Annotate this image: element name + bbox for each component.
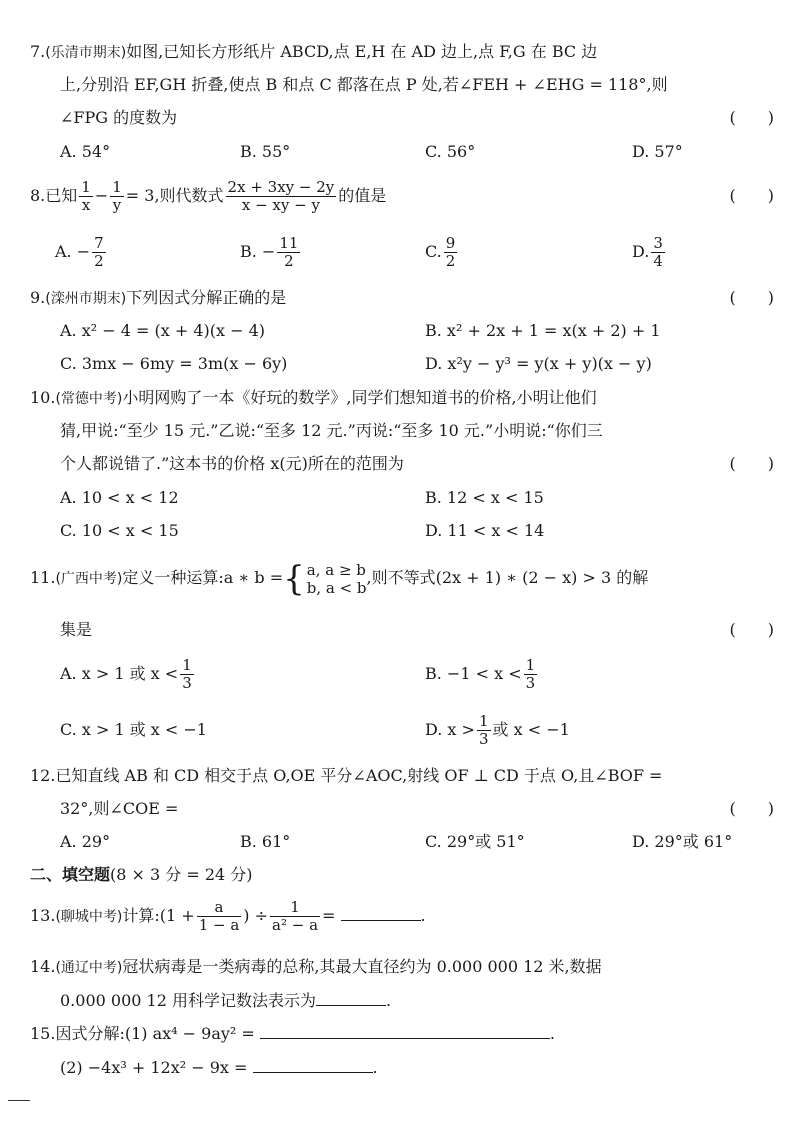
section-2-title: 二、填空题	[30, 865, 111, 884]
q9-option-b: B. x² + 2x + 1 = x(x + 2) + 1	[425, 321, 661, 340]
q10-option-c: C. 10 < x < 15	[60, 521, 179, 540]
q7-option-c: C. 56°	[425, 142, 476, 161]
q11-line1: 11.(广西中考)定义一种运算:a ∗ b ={ a, a ≥ b b, a < b ,则不等式(2x + 1) ∗ (2 − x) > 3 的解	[30, 558, 649, 599]
q15-part2-answer-blank[interactable]	[253, 1056, 373, 1073]
q12-line2: 32°,则∠COE =	[60, 799, 179, 818]
q8-fraction-3: $\frac{2x + 3xy - 2y}{x - xy - y}$	[227, 178, 335, 214]
q7-line1	[30, 42, 597, 63]
q9-line: 9.(滦州市期末)下列因式分解正确的是	[30, 288, 287, 307]
q7-option-d: D. 57°	[632, 142, 683, 161]
q8-option-a: A. − $\frac{7}{2}$	[55, 234, 104, 270]
q13-fraction-2: $\frac{1}{\text{a² − a}}$	[272, 898, 319, 934]
section-2-heading	[30, 865, 253, 885]
q12-option-b: B. 61°	[240, 832, 291, 851]
q11-cases: a, a ≥ b b, a < b	[306, 560, 367, 597]
q12-option-c: C. 29°或 51°	[425, 832, 525, 851]
q11-answer-paren: ( )	[729, 620, 774, 639]
q10-answer-paren: ( )	[729, 454, 774, 473]
q7-text-1: 如图,已知长方形纸片 ABCD,点 E,H 在 AD 边上,点 F,G 在 BC 边	[126, 42, 598, 61]
q13-line: 13.(聊城中考)计算:(1 + $\frac{a}{1 - a}$ ) ÷ $\frac{1}{\text{a² − a}}$ = .	[30, 898, 426, 934]
q10-option-b: B. 12 < x < 15	[425, 488, 544, 507]
q10-line1: 10.(常德中考)小明网购了一本《好玩的数学》,同学们想知道书的价格,小明让他们	[30, 388, 597, 407]
q8-line: 8.已知 $\frac{1}{x}$ − $\frac{1}{y}$ = 3,则代数式 $\frac{2x + 3xy - 2y}{x - xy - y}$ 的值是	[30, 178, 387, 214]
q11-option-a: A. x > 1 或 x < $\frac{1}{3}$	[60, 656, 192, 692]
q8-option-b: B. − $\frac{11}{2}$	[240, 234, 299, 270]
q7-option-a: A. 54°	[60, 142, 111, 161]
q9-option-a: A. x² − 4 = (x + 4)(x − 4)	[60, 321, 266, 340]
q15-line1: 15.因式分解:(1) ax⁴ − 9ay² = .	[30, 1024, 556, 1043]
q8-option-c: C. $\frac{9}{2}$	[425, 234, 456, 270]
q9-answer-paren: ( )	[729, 288, 774, 307]
left-brace-icon: {	[283, 558, 305, 599]
q14-source: (通辽中考)	[55, 960, 123, 976]
q7-line3: ∠FPG 的度数为	[60, 108, 178, 127]
q13-answer-blank[interactable]	[341, 904, 421, 921]
q8-fraction-2: $\frac{1}{y}$	[112, 178, 122, 214]
q11-option-d: D. x > $\frac{1}{3}$ 或 x < −1	[425, 712, 570, 748]
q8-fraction-1: $\frac{1}{x}$	[81, 178, 91, 214]
q11-option-c: C. x > 1 或 x < −1	[60, 720, 207, 739]
q7-source: (乐清市期末)	[45, 45, 127, 61]
q10-line3: 个人都说错了.”这本书的价格 x(元)所在的范围为	[60, 454, 404, 473]
section-2-score: (8 × 3 分 = 24 分)	[110, 865, 253, 884]
page-divider	[8, 1100, 30, 1101]
q12-number: 12.	[30, 766, 56, 785]
q15-number: 15.	[30, 1024, 56, 1043]
q13-number: 13.	[30, 906, 56, 925]
q7-number: 7.	[30, 42, 46, 61]
q12-option-d: D. 29°或 61°	[632, 832, 733, 851]
q14-answer-blank[interactable]	[316, 989, 386, 1006]
q14-line1: 14.(通辽中考)冠状病毒是一类病毒的总称,其最大直径约为 0.000 000 12 米,数据	[30, 957, 602, 976]
q8-option-d: D. $\frac{3}{4}$	[632, 234, 663, 270]
q15-part1-answer-blank[interactable]	[260, 1022, 550, 1039]
q7-line2: 上,分别沿 EF,GH 折叠,使点 B 和点 C 都落在点 P 处,若∠FEH + ∠EHG = 118°,则	[60, 75, 668, 94]
q9-source: (滦州市期末)	[45, 291, 127, 307]
q11-number: 11.	[30, 568, 56, 587]
q8-number: 8.	[30, 186, 46, 205]
q12-option-a: A. 29°	[60, 832, 111, 851]
q10-number: 10.	[30, 388, 56, 407]
q10-source: (常德中考)	[55, 391, 123, 407]
q9-number: 9.	[30, 288, 46, 307]
q9-option-c: C. 3mx − 6my = 3m(x − 6y)	[60, 354, 288, 373]
q14-number: 14.	[30, 957, 56, 976]
q7-option-b: B. 55°	[240, 142, 291, 161]
q10-option-a: A. 10 < x < 12	[60, 488, 179, 507]
q12-answer-paren: ( )	[729, 799, 774, 818]
q11-source: (广西中考)	[55, 571, 123, 587]
q10-option-d: D. 11 < x < 14	[425, 521, 545, 540]
q13-fraction-1: $\frac{a}{1 - a}$	[198, 898, 240, 934]
q13-source: (聊城中考)	[55, 909, 123, 925]
q12-line1: 12.已知直线 AB 和 CD 相交于点 O,OE 平分∠AOC,射线 OF ⊥ CD 于点 O,且∠BOF =	[30, 766, 663, 785]
q8-answer-paren: ( )	[729, 186, 774, 205]
q11-line2: 集是	[60, 620, 93, 639]
q15-line2: (2) −4x³ + 12x² − 9x = .	[60, 1058, 378, 1077]
q14-line2: 0.000 000 12 用科学记数法表示为 .	[60, 991, 392, 1010]
q11-option-b: B. −1 < x < $\frac{1}{3}$	[425, 656, 536, 692]
q7-answer-paren: ( )	[729, 108, 774, 127]
q10-line2: 猜,甲说:“至少 15 元.”乙说:“至多 12 元.”丙说:“至多 10 元.”小明说:“你们三	[60, 421, 603, 440]
q9-option-d: D. x²y − y³ = y(x + y)(x − y)	[425, 354, 652, 373]
